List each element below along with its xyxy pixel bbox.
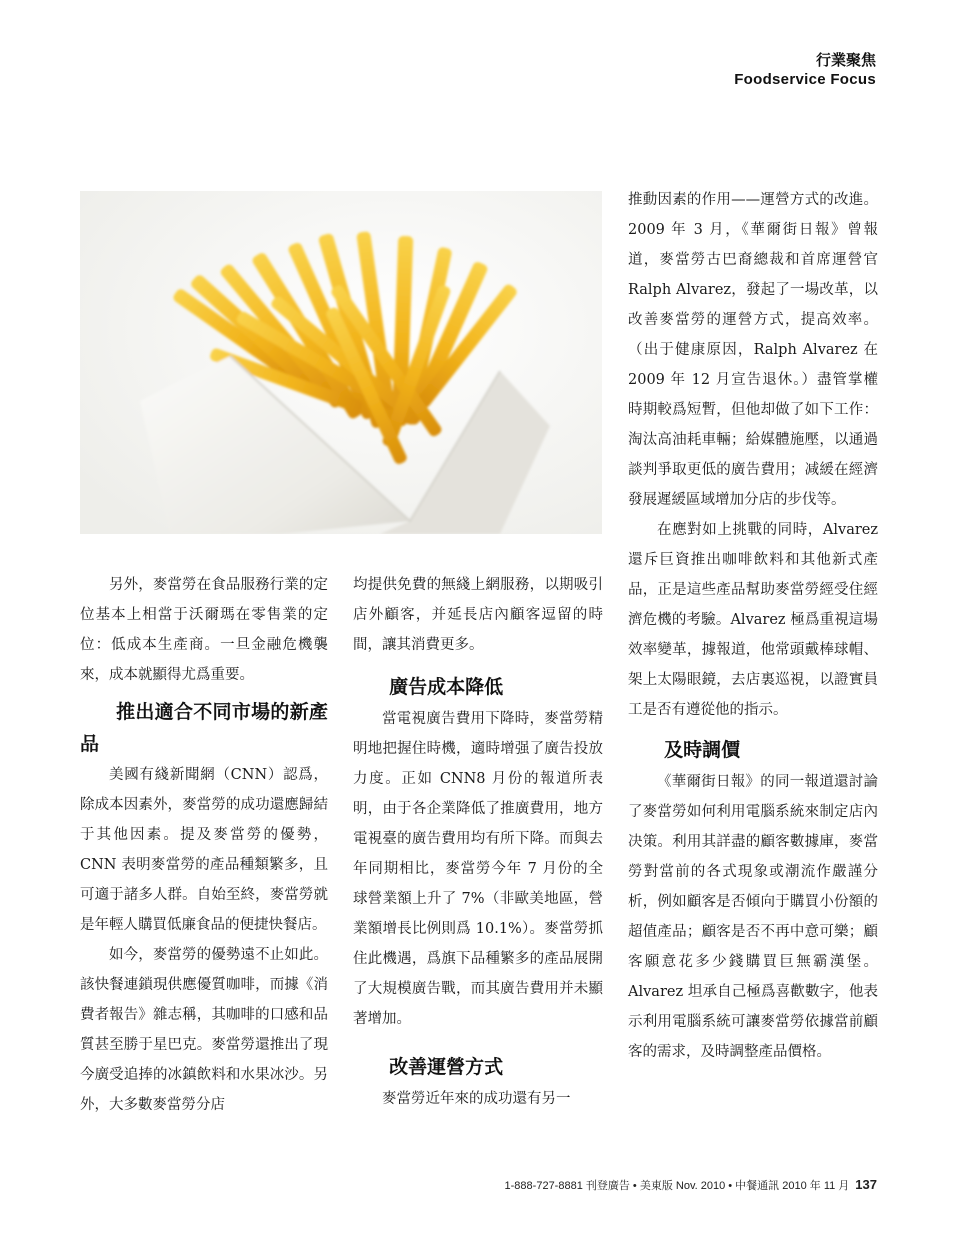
column-1	[80, 570, 328, 1120]
paragraph: 均提供免費的無綫上網服務，以期吸引店外顧客，并延長店內顧客逗留的時間，讓其消費更多。	[353, 577, 603, 653]
section-title-en: Foodservice Focus	[734, 71, 876, 88]
page-footer	[505, 1176, 877, 1195]
column-3	[628, 185, 878, 1067]
section-heading: 推出適合不同市場的新產品	[80, 701, 328, 755]
page-number: 137	[855, 1177, 877, 1192]
paragraph: 美國有綫新聞網（CNN）認爲，除成本因素外，麥當勞的成功還應歸結于其他因素。提及麥當勞的優勢，CNN 表明麥當勞的產品種類繁多，且可適于諸多人群。自始至終，麥當勞就是年輕人購買低廉食品的便捷快餐店。	[80, 767, 328, 933]
french-fries-photo	[80, 191, 602, 534]
paragraph: 推動因素的作用——運營方式的改進。2009 年 3 月，《華爾街日報》曾報道，麥當勞古巴裔總裁和首席運營官 Ralph Alvarez，發起了一場改革，以改善麥當勞的運營方式，提高效率。（出于健康原因，Ralph Alvarez 在 2009 年 12 月宣告退休。）盡管掌權時期較爲短暫，但他却做了如下工作：淘汰高油耗車輛；給媒體施壓，以通過談判爭取更低的廣告費用；减緩在經濟發展遲緩區域增加分店的步伐等。	[628, 192, 878, 508]
section-title-zh: 行業聚焦	[815, 51, 876, 69]
section-heading: 及時調價	[664, 739, 741, 761]
paragraph: 另外，麥當勞在食品服務行業的定位基本上相當于沃爾瑪在零售業的定位：低成本生產商。一旦金融危機襲來，成本就顯得尤爲重要。	[80, 577, 328, 683]
paragraph: 如今，麥當勞的優勢遠不止如此。該快餐連鎖現供應優質咖啡，而據《消費者報告》雜志稱，其咖啡的口感和品質甚至勝于星巴克。麥當勞還推出了現今廣受追捧的冰鎮飲料和水果冰沙。另外，大多數麥當勞分店	[80, 947, 328, 1113]
section-heading: 改善運營方式	[389, 1056, 504, 1078]
french-fries-illustration	[80, 191, 602, 534]
section-heading: 廣告成本降低	[389, 676, 504, 698]
running-header	[734, 50, 876, 90]
column-2	[353, 570, 603, 1114]
paragraph: 在應對如上挑戰的同時，Alvarez 還斥巨資推出咖啡飲料和其他新式產品，正是這些產品幫助麥當勞經受住經濟危機的考驗。Alvarez 極爲重視這場效率變革，據報道，他常頭戴棒球帽、架上太陽眼鏡，去店裏巡視，以證實員工是否有遵從他的指示。	[628, 522, 878, 718]
footer-text: 1-888-727-8881 刊登廣告 • 美東版 Nov. 2010 • 中餐通訊 2010 年 11 月	[504, 1180, 850, 1192]
paragraph: 《華爾街日報》的同一報道還討論了麥當勞如何利用電腦系統來制定店內决策。利用其詳盡的顧客數據庫，麥當勞對當前的各式現象或潮流作嚴謹分析，例如顧客是否傾向于購買小份額的超值產品；顧客是否不再中意可樂；顧客願意花多少錢購買巨無霸漢堡。Alvarez 坦承自己極爲喜歡數字，他表示利用電腦系統可讓麥當勞依據當前顧客的需求，及時調整產品價格。	[628, 774, 878, 1060]
paragraph: 當電視廣告費用下降時，麥當勞精明地把握住時機，適時增强了廣告投放力度。正如 CNN8 月份的報道所表明，由于各企業降低了推廣費用，地方電視臺的廣告費用均有所下降。而與去年同期相比，麥當勞今年 7 月份的全球營業額上升了 7%（非歐美地區，營業額增長比例則爲 10.1%）。麥當勞抓住此機遇，爲旗下品種繁多的產品展開了大規模廣告戰，而其廣告費用并未顯著增加。	[353, 711, 603, 1027]
paragraph: 麥當勞近年來的成功還有另一	[382, 1091, 571, 1107]
